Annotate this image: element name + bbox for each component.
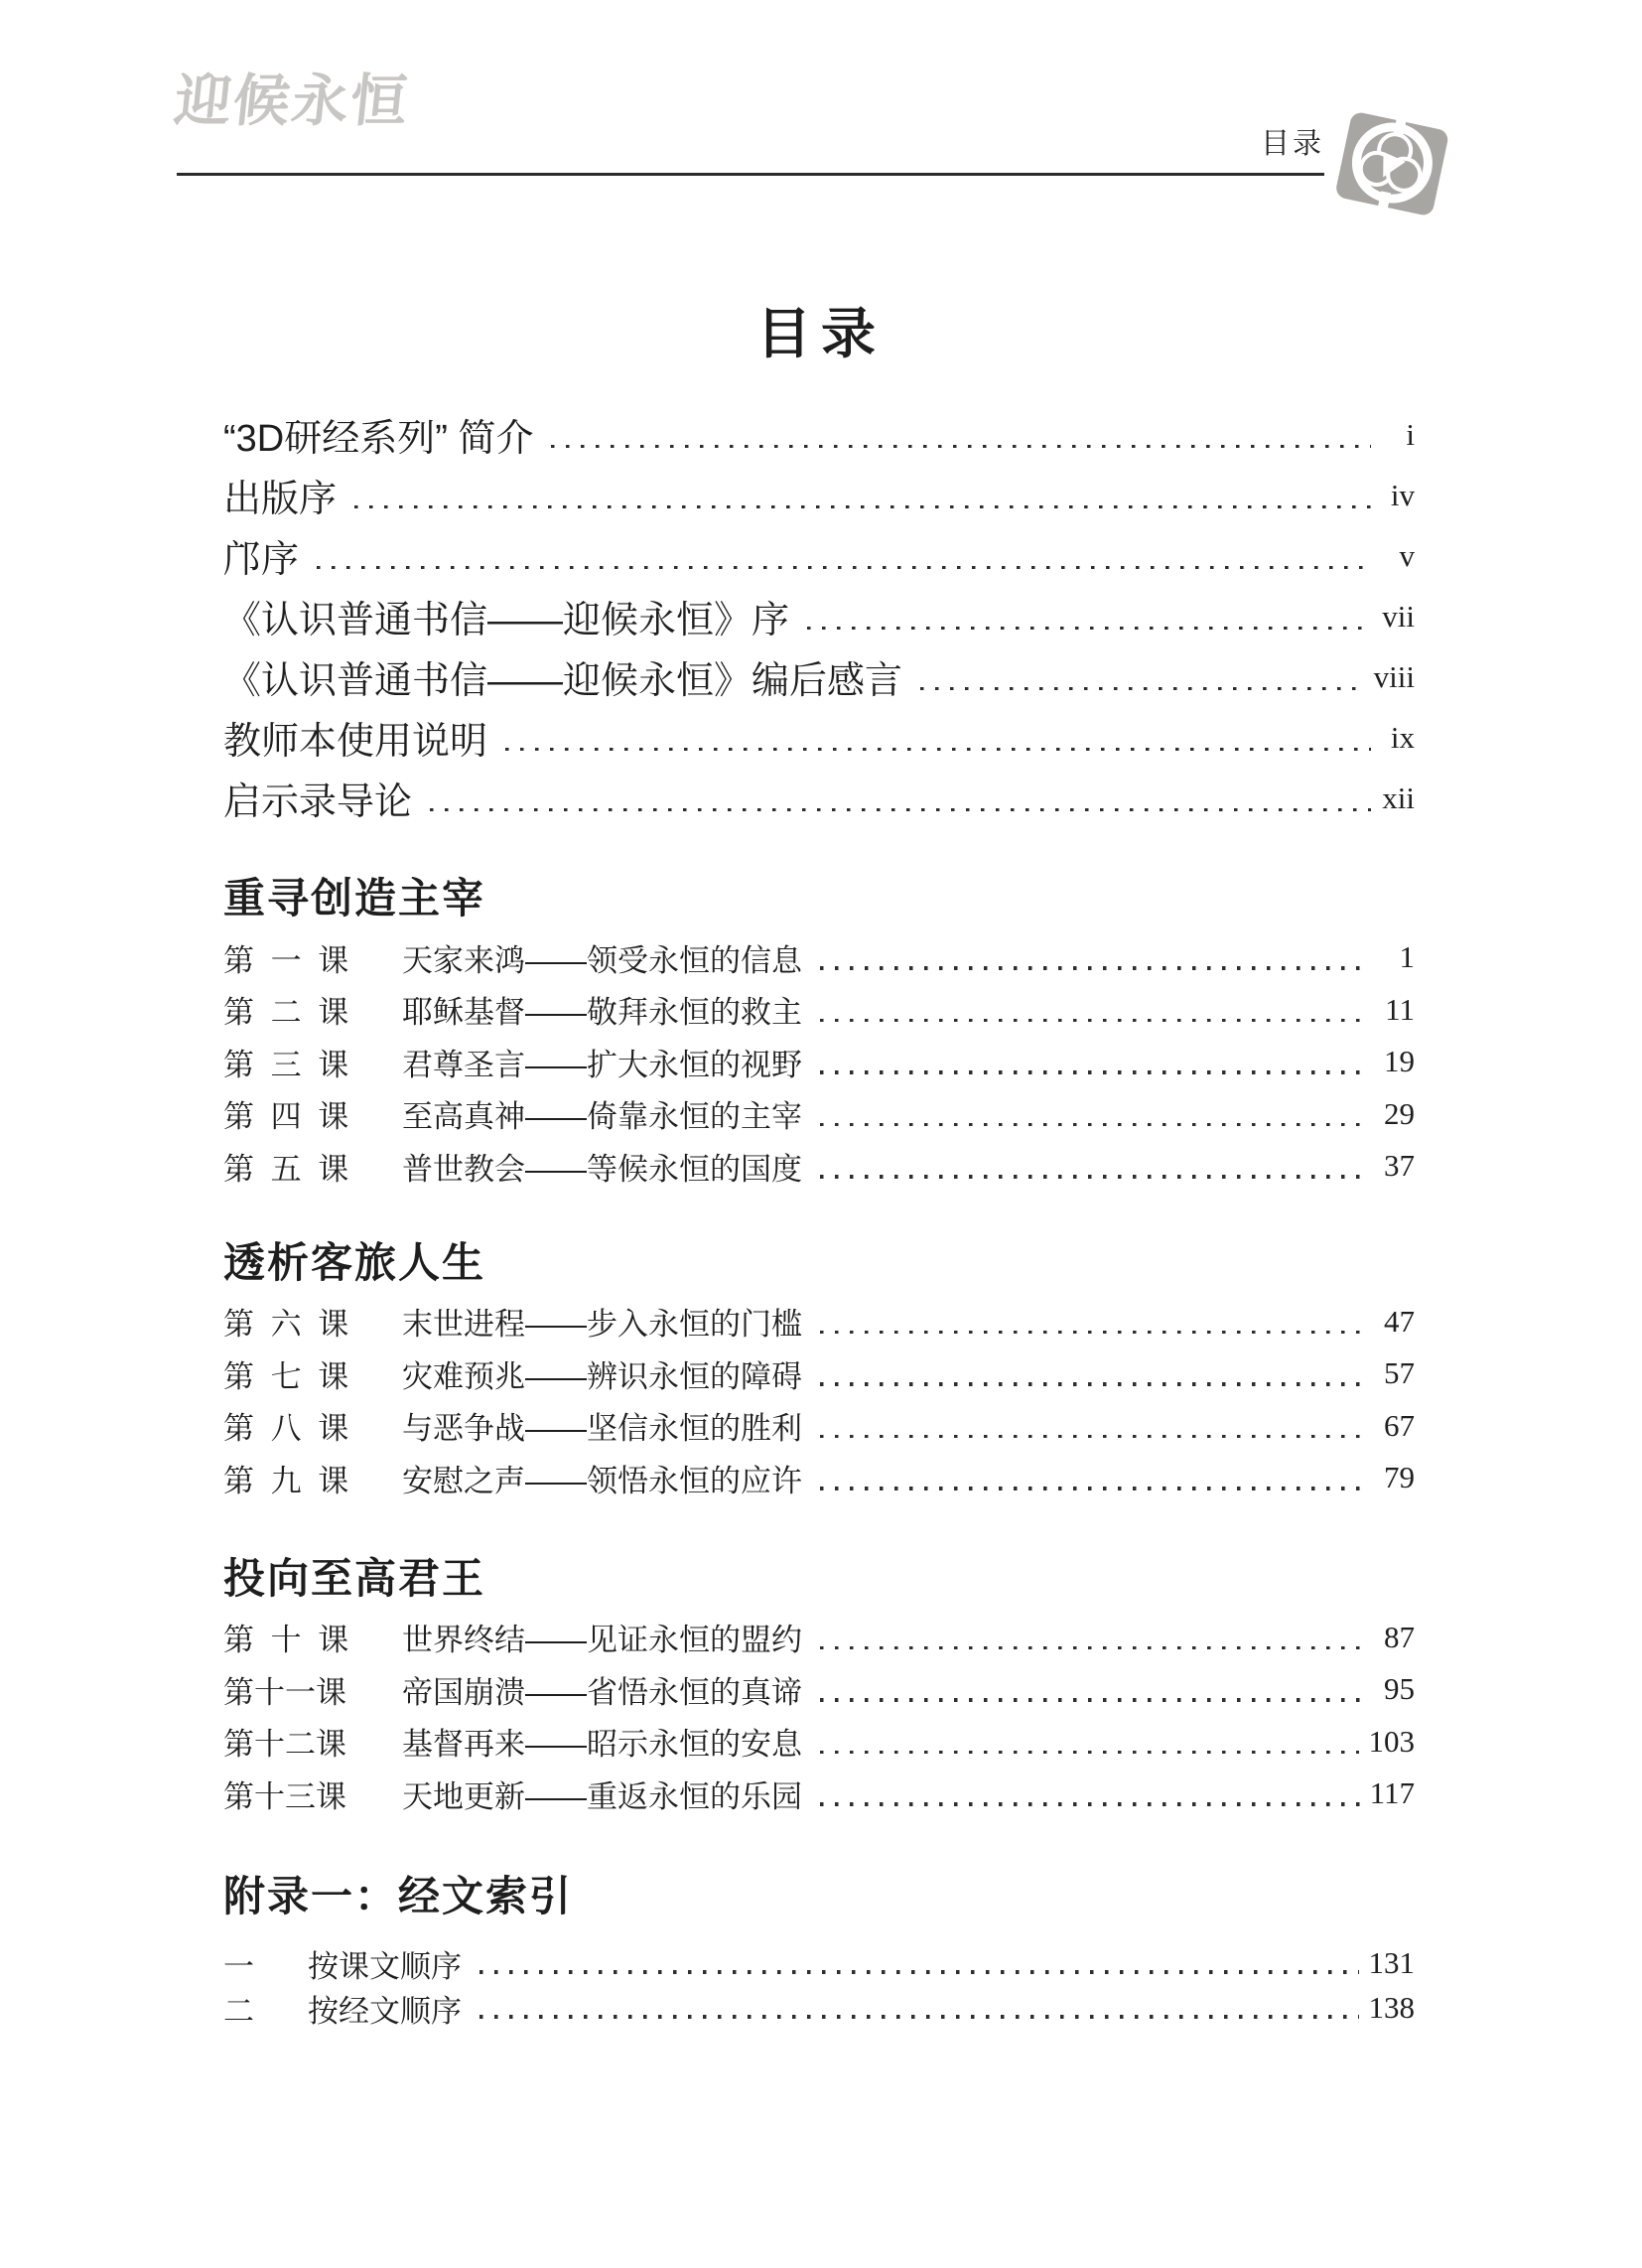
dot-leader <box>820 1487 1371 1490</box>
entry-title: 基督再来——昭示永恒的安息 <box>402 1727 802 1763</box>
entry-title: 天地更新——重返永恒的乐园 <box>402 1778 802 1814</box>
page-number: 103 <box>1368 1723 1415 1759</box>
header-rule <box>177 173 1324 176</box>
toc-appendix-entry <box>223 1986 1415 2031</box>
appendix-heading: 附录一：经文索引 <box>223 1872 574 1919</box>
dot-leader <box>479 1970 1359 1974</box>
lesson-number: 第十一课 <box>223 1674 346 1710</box>
page-number: 95 <box>1384 1671 1415 1707</box>
dot-leader <box>820 1802 1360 1806</box>
entry-title: 末世进程——步入永恒的门槛 <box>402 1307 802 1343</box>
toc-lesson-entry <box>223 1452 1415 1504</box>
entry-title: 与恶争战——坚信永恒的胜利 <box>402 1411 802 1447</box>
dot-leader <box>820 1175 1371 1179</box>
page-number: xii <box>1382 780 1415 815</box>
toc-lesson-entry <box>223 1036 1415 1088</box>
page-number: 138 <box>1368 1990 1415 2025</box>
entry-title: 《认识普通书信——迎候永恒》编后感言 <box>223 660 903 702</box>
page-number: 47 <box>1384 1303 1415 1339</box>
toc-lesson-entry <box>223 1612 1415 1664</box>
entry-title: 教师本使用说明 <box>223 721 488 763</box>
appendix-item-number: 二 <box>223 1993 254 2029</box>
dot-leader <box>807 627 1371 631</box>
entry-title: 按课文顺序 <box>308 1948 462 1984</box>
page-number: ix <box>1390 719 1415 755</box>
toc-entry <box>223 404 1415 465</box>
section-heading: 重寻创造主宰 <box>223 875 486 921</box>
toc-entry <box>223 465 1415 525</box>
page-number: 37 <box>1384 1148 1415 1184</box>
page-number: 131 <box>1368 1945 1415 1980</box>
page-number: 19 <box>1384 1044 1415 1079</box>
entry-title: 世界终结——见证永恒的盟约 <box>402 1623 802 1658</box>
toc-lesson-entry <box>223 931 1415 984</box>
dot-leader <box>479 2015 1359 2019</box>
entry-title: 天家来鸿——领受永恒的信息 <box>402 942 802 978</box>
lesson-number: 第十三课 <box>223 1778 346 1814</box>
lesson-number: 第 一 课 <box>223 942 349 978</box>
page-number: 11 <box>1385 991 1415 1027</box>
dot-leader <box>820 1382 1371 1386</box>
publisher-logo-icon <box>1326 107 1457 226</box>
dot-leader <box>430 808 1371 812</box>
page-number: 79 <box>1384 1460 1415 1495</box>
toc-lesson-entry <box>223 984 1415 1037</box>
lesson-list <box>223 1612 1415 1820</box>
lesson-number: 第 五 课 <box>223 1151 349 1187</box>
toc-entry <box>223 586 1415 646</box>
page-number: 117 <box>1369 1775 1415 1811</box>
toc-section-3 <box>223 1552 1415 1820</box>
dot-leader <box>551 445 1371 449</box>
dot-leader <box>820 966 1371 970</box>
dot-leader <box>505 748 1371 752</box>
toc-section-2 <box>223 1236 1415 1504</box>
toc-lesson-entry <box>223 1296 1415 1348</box>
dot-leader <box>820 1435 1371 1439</box>
dot-leader <box>820 1331 1371 1335</box>
appendix-item-number: 一 <box>223 1948 254 1984</box>
entry-title: 安慰之声——领悟永恒的应许 <box>402 1463 802 1498</box>
toc-appendix-entry <box>223 1941 1415 1986</box>
page-number: v <box>1399 537 1415 573</box>
page-number: 57 <box>1384 1355 1415 1391</box>
appendix-section <box>223 1870 1415 2031</box>
page-number: vii <box>1382 598 1415 634</box>
entry-title: 帝国崩溃——省悟永恒的真谛 <box>402 1674 802 1710</box>
toc-lesson-entry <box>223 1716 1415 1769</box>
entry-title: 普世教会——等候永恒的国度 <box>402 1151 802 1187</box>
entry-title: 按经文顺序 <box>308 1993 462 2029</box>
dot-leader <box>820 1698 1371 1702</box>
header-page-label: 目录 <box>1261 128 1325 160</box>
dot-leader <box>820 1751 1359 1755</box>
lesson-number: 第 三 课 <box>223 1047 349 1082</box>
entry-title: 至高真神——倚靠永恒的主宰 <box>402 1099 802 1135</box>
entry-title: 出版序 <box>223 479 338 520</box>
page-number: iv <box>1390 477 1415 512</box>
page-number: 1 <box>1399 939 1415 975</box>
entry-title: 《认识普通书信——迎候永恒》序 <box>223 600 790 641</box>
dot-leader <box>820 1019 1371 1023</box>
section-heading: 透析客旅人生 <box>223 1238 486 1286</box>
toc-lesson-entry <box>223 1347 1415 1400</box>
toc-section-1 <box>223 872 1415 1193</box>
toc-entry <box>223 646 1415 707</box>
front-matter-list <box>223 404 1415 828</box>
toc-entry <box>223 768 1415 828</box>
dot-leader <box>820 1123 1371 1127</box>
lesson-number: 第 八 课 <box>223 1411 349 1447</box>
entry-title: 君尊圣言——扩大永恒的视野 <box>402 1047 802 1082</box>
lesson-list <box>223 1296 1415 1504</box>
entry-title: 灾难预兆——辨识永恒的障碍 <box>402 1358 802 1394</box>
page-title: 目录 <box>755 302 886 364</box>
toc-lesson-entry <box>223 1663 1415 1716</box>
dot-leader <box>820 1646 1371 1650</box>
toc-lesson-entry <box>223 1400 1415 1453</box>
page-number: i <box>1406 416 1415 452</box>
book-logo: 迎候永恒 <box>171 70 413 133</box>
entry-title: 启示录导论 <box>223 781 413 823</box>
toc-entry <box>223 707 1415 768</box>
dot-leader <box>920 687 1364 691</box>
entry-title: “3D研经系列” 简介 <box>223 418 534 460</box>
lesson-number: 第 九 课 <box>223 1463 349 1498</box>
dot-leader <box>820 1070 1371 1074</box>
lesson-number: 第十二课 <box>223 1727 346 1763</box>
toc-entry <box>223 525 1415 586</box>
lesson-number: 第 六 课 <box>223 1307 349 1343</box>
lesson-number: 第 二 课 <box>223 995 349 1031</box>
lesson-number: 第 七 课 <box>223 1358 349 1394</box>
toc-lesson-entry <box>223 1088 1415 1141</box>
lesson-number: 第 四 课 <box>223 1099 349 1135</box>
dot-leader <box>317 566 1371 570</box>
section-heading: 投向至高君王 <box>223 1554 486 1602</box>
page-number: viii <box>1373 658 1415 694</box>
lesson-number: 第 十 课 <box>223 1623 349 1658</box>
toc-content <box>223 404 1415 2031</box>
entry-title: 耶稣基督——敬拜永恒的救主 <box>402 995 802 1031</box>
appendix-list <box>223 1941 1415 2031</box>
lesson-list <box>223 931 1415 1193</box>
toc-lesson-entry <box>223 1768 1415 1820</box>
page-number: 29 <box>1384 1095 1415 1131</box>
page-number: 67 <box>1384 1407 1415 1443</box>
toc-lesson-entry <box>223 1140 1415 1193</box>
entry-title: 邝序 <box>223 539 300 581</box>
page-number: 87 <box>1384 1619 1415 1654</box>
dot-leader <box>354 505 1371 509</box>
